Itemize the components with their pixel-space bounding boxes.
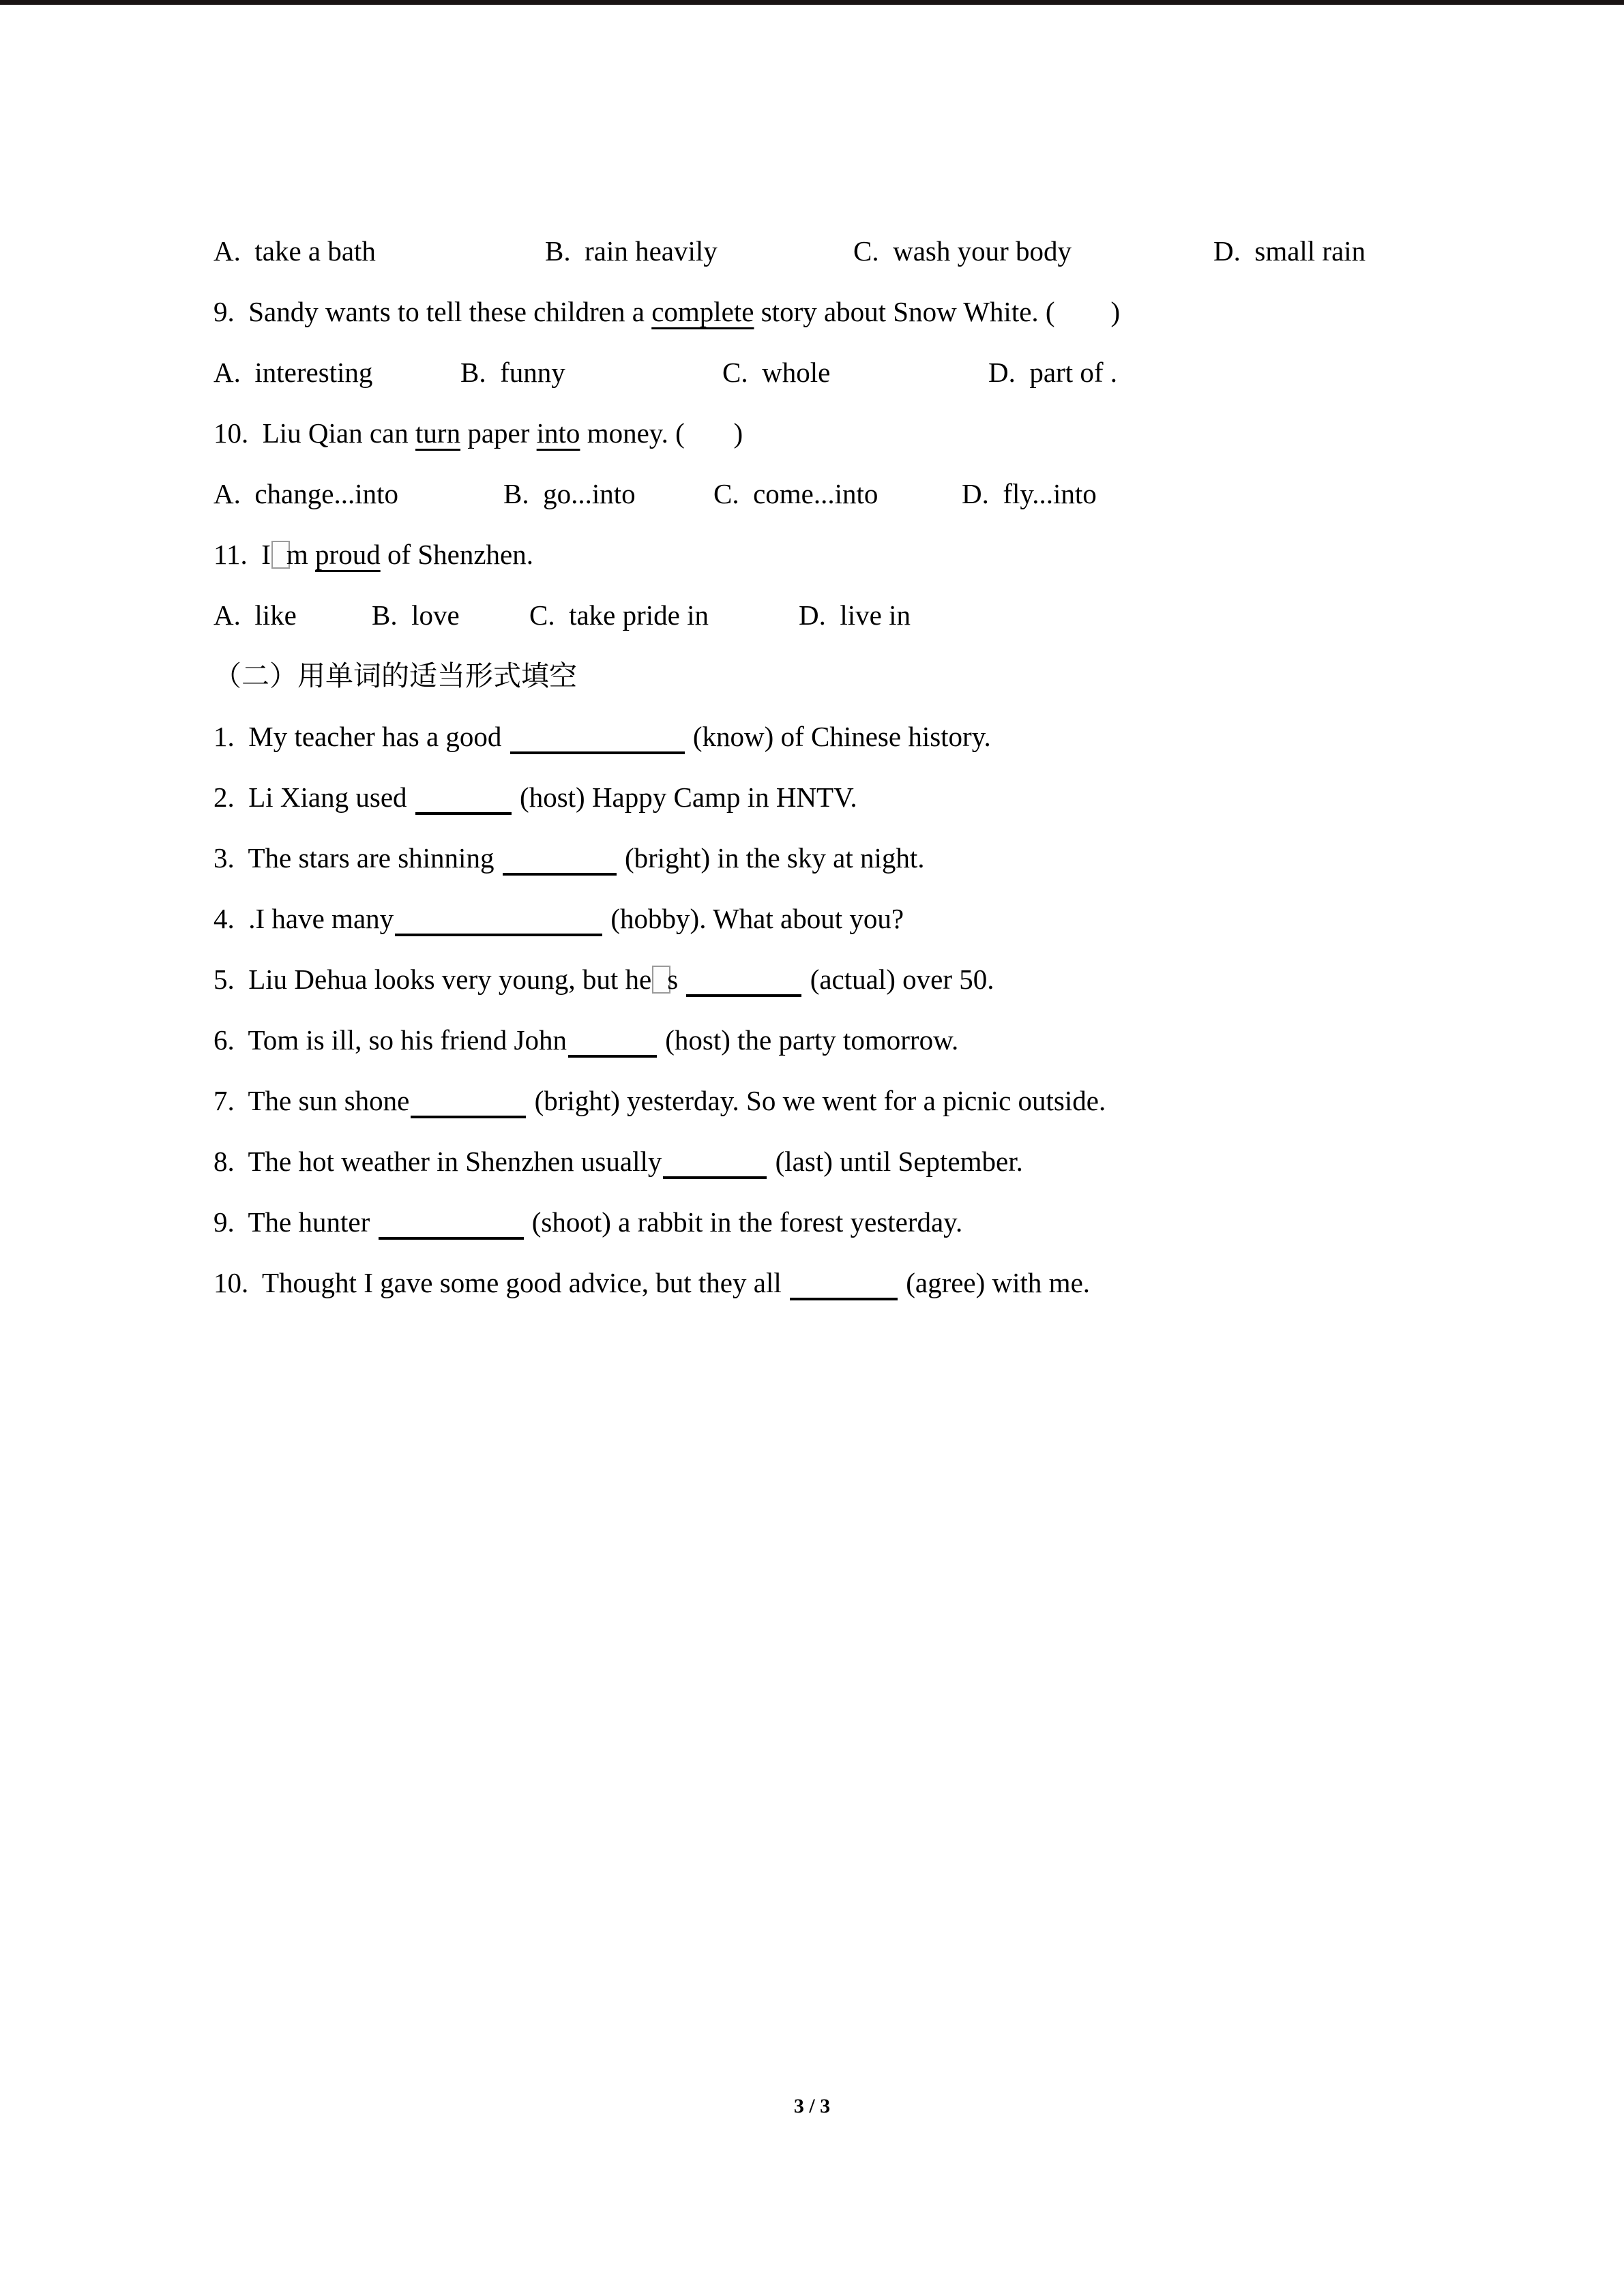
text-run: (last) until September. (768, 1146, 1023, 1177)
question-line (213, 1026, 958, 1058)
text-run: C. wash your body (853, 235, 1072, 267)
text-run: D. part of . (988, 357, 1118, 388)
question-line (213, 844, 925, 876)
text-run: C. whole (722, 357, 831, 388)
option-item (962, 480, 1097, 508)
text-line (0, 298, 1624, 339)
text-line (0, 541, 1624, 582)
text-run: of Shenzhen. (380, 539, 534, 570)
text-run: (bright) yesterday. So we went for a picnic outside. (527, 1085, 1106, 1116)
answer-blank (568, 1026, 657, 1058)
text-line (0, 1026, 1624, 1067)
text-run: D. fly...into (962, 478, 1097, 509)
option-item (213, 359, 372, 387)
answer-blank (379, 1208, 524, 1240)
text-run: (shoot) a rabbit in the forest yesterday. (525, 1206, 963, 1238)
text-line (0, 662, 1624, 703)
text-line (0, 781, 1624, 824)
text-run: money. ( ) (580, 417, 743, 449)
text-line (0, 1208, 1624, 1249)
question-line (213, 723, 991, 754)
text-run: A. interesting (213, 357, 373, 388)
option-item (529, 601, 709, 629)
option-item (799, 601, 911, 629)
underlined-word: complete (651, 296, 754, 327)
option-item (460, 359, 565, 387)
text-run: (know) of Chinese history. (685, 721, 991, 752)
text-run: 3. The stars are shinning (213, 842, 501, 874)
text-run: A. like (213, 599, 297, 631)
question-line (213, 905, 904, 936)
text-run: (bright) in the sky at night. (617, 842, 925, 874)
option-item (853, 237, 1072, 265)
text-run: (actual) over 50. (803, 964, 994, 995)
text-run: 1. My teacher has a good (213, 721, 509, 752)
question-line (213, 298, 1120, 326)
text-run: A. take a bath (213, 235, 376, 267)
text-line (0, 237, 1624, 278)
text-run: 2. Li Xiang used (213, 781, 414, 813)
text-run: 10. Liu Qian can (213, 417, 416, 449)
text-run: 9. Sandy wants to tell these children a (213, 296, 652, 327)
text-run: 6. Tom is ill, so his friend John (213, 1024, 567, 1056)
question-line (213, 1148, 1023, 1179)
option-item (545, 237, 718, 265)
option-item (1213, 237, 1365, 265)
text-run: s (667, 964, 685, 995)
text-run: 7. The sun shone (213, 1085, 410, 1116)
question-line (213, 781, 857, 815)
text-run: D. live in (799, 599, 911, 631)
text-run: D. small rain (1213, 235, 1366, 267)
text-run: (host) the party tomorrow. (658, 1024, 959, 1056)
option-item (503, 480, 636, 508)
text-run: C. take pride in (529, 599, 709, 631)
text-run: (agree) with me. (898, 1267, 1091, 1298)
question-line (213, 966, 994, 997)
text-line (0, 419, 1624, 460)
text-line (0, 723, 1624, 764)
option-item (213, 480, 398, 508)
text-run: C. come...into (713, 478, 879, 509)
text-run: paper (460, 417, 537, 449)
text-run: 5. Liu Dehua looks very young, but he (213, 964, 652, 995)
question-line (213, 1087, 1106, 1118)
answer-blank (790, 1269, 898, 1300)
top-border (0, 0, 1624, 5)
text-run: 8. The hot weather in Shenzhen usually (213, 1146, 662, 1177)
text-run: B. go...into (503, 478, 636, 509)
answer-blank (411, 1087, 526, 1118)
option-item (213, 601, 297, 629)
answer-blank (395, 905, 602, 936)
text-run: (host) Happy Camp in HNTV. (512, 781, 857, 813)
answer-blank (503, 844, 617, 876)
text-run: 10. Thought I gave some good advice, but they all (213, 1267, 788, 1298)
text-run: 9. The hunter (213, 1206, 377, 1238)
text-line (0, 1087, 1624, 1128)
text-line (0, 1269, 1624, 1310)
text-line (0, 359, 1624, 400)
answer-blank (663, 1148, 767, 1179)
option-item (988, 359, 1117, 387)
underlined-word: into (536, 417, 580, 449)
text-run: B. funny (460, 357, 565, 388)
text-line (0, 1148, 1624, 1189)
page-number: 3 / 3 (793, 2095, 831, 2117)
question-line (213, 419, 743, 447)
question-line (213, 1208, 962, 1240)
answer-blank (686, 966, 801, 997)
text-line (0, 844, 1624, 885)
option-item (722, 359, 830, 387)
text-line (0, 480, 1624, 521)
answer-blank (415, 784, 512, 815)
text-line (0, 966, 1624, 1007)
text-run: B. rain heavily (545, 235, 718, 267)
question-line (213, 662, 577, 690)
question-line (213, 1269, 1090, 1300)
text-line (0, 905, 1624, 946)
option-item (372, 601, 460, 629)
text-run: B. love (372, 599, 460, 631)
question-line (213, 541, 533, 569)
text-run: story about Snow White. ( ) (754, 296, 1121, 327)
text-run: A. change...into (213, 478, 398, 509)
underlined-word: proud (315, 539, 381, 570)
option-item (213, 237, 376, 265)
underlined-word: turn (415, 417, 461, 449)
option-item (713, 480, 878, 508)
text-run: m (286, 539, 316, 570)
answer-blank (510, 723, 685, 754)
text-line (0, 601, 1624, 642)
text-run: (hobby). What about you? (604, 903, 904, 934)
text-run: 11. I (213, 539, 271, 570)
text-run: （二）用单词的适当形式填空 (213, 660, 577, 691)
text-run: 4. .I have many (213, 903, 394, 934)
